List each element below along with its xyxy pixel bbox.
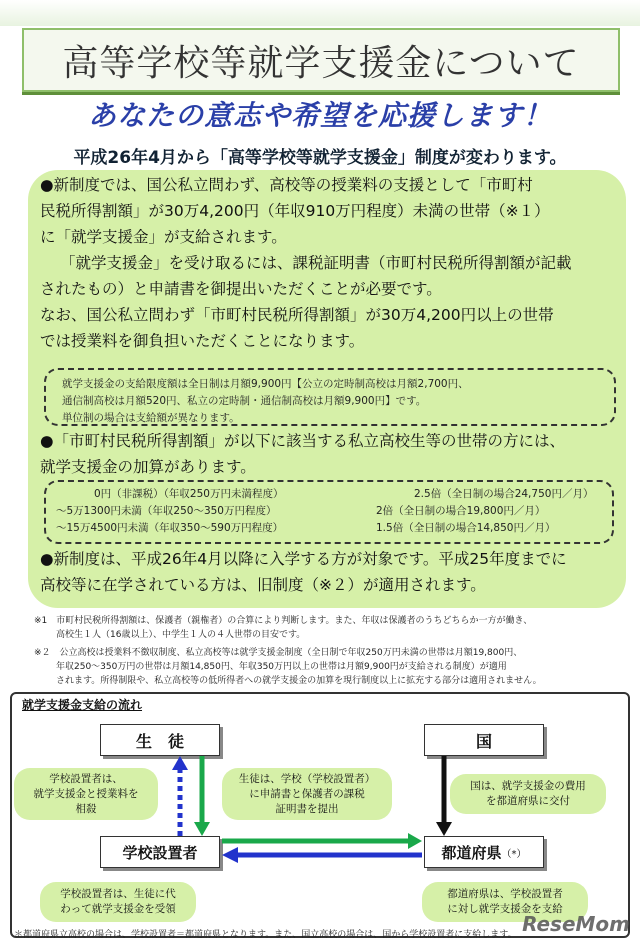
bubble-text: 学校設置者は、 就学支援金と授業料を 相殺: [33, 772, 139, 815]
bubble-student-apply: [222, 768, 392, 820]
arrow-head-down: [436, 822, 452, 836]
arrow-head-up: [172, 756, 188, 770]
bullet-target: [40, 546, 630, 598]
footnotes: [34, 614, 630, 688]
bullet-new-system: [40, 172, 630, 354]
footnote-2-cont: 年収250～350万円の世帯は月額14,850円、年収350万円以上の世帯は月額9,900円が支給される制度）が適用: [56, 662, 507, 672]
change-notice: 平成26年4月から「高等学校等就学支援金」制度が変わります。: [73, 148, 567, 168]
text-line: では授業料を御負担いただくことになります。: [40, 332, 365, 350]
flow-title: 就学支援金支給の流れ: [22, 698, 143, 712]
footnote-1: ※1 市町村民税所得割額は、保護者（親権者）の合算により判断します。また、年収は保護者のうちどちらか一方が働き、: [34, 616, 533, 626]
subtitle: あなたの意志や希望を応援します！: [87, 99, 552, 132]
text-line: 就学支援金の支給限度額は全日制は月額9,900円【公立の定時制高校は月額2,700円、: [62, 378, 469, 390]
bubble-offset-tuition: [14, 768, 158, 820]
addition-range: ～5万1300円未満（年収250～350万円程度）: [56, 505, 277, 517]
node-school-label: 学校設置者: [122, 843, 198, 862]
text-line: 民税所得割額」が30万4,200円（年収910万円程度）未満の世帯（※１）: [40, 202, 550, 220]
bubble-text: 生徒は、学校（学校設置者） に申請書と保護者の課税 証明書を提出: [238, 772, 376, 815]
text-line: 単位制の場合は支給額が異なります。: [62, 412, 240, 424]
text-line: 「就学支援金」を受け取るには、課税証明書（市町村民税所得割額が記載: [60, 254, 572, 272]
bubble-school-receive: [40, 882, 196, 922]
text-line: 高校等に在学されている方は、旧制度（※２）が適用されます。: [40, 576, 486, 594]
addition-row: [56, 520, 612, 537]
addition-row: [56, 486, 612, 503]
page-title: 高等学校等就学支援金について: [62, 42, 580, 84]
footer-note: ＊都道府県立高校の場合は、学校設置者＝都道府県となります。また、国立高校の場合は、国から学校設置者に支給します。: [14, 930, 517, 940]
arrow-head-down: [194, 822, 210, 836]
node-student-label: 生 徒: [135, 731, 184, 751]
addition-table: [44, 480, 614, 544]
addition-rate: 1.5倍（全日制の場合14,850円／月）: [376, 522, 556, 534]
addition-range: 0円（非課税）（年収250万円未満程度）: [94, 488, 284, 500]
text-line: に「就学支援金」が支給されます。: [40, 228, 287, 246]
bullet-addition: [40, 428, 630, 480]
node-prefecture-label: 都道府県: [441, 843, 502, 862]
limit-amount-box: [44, 368, 616, 426]
text-line: ●新制度は、平成26年4月以降に入学する方が対象です。平成25年度までに: [40, 550, 567, 568]
addition-row: [56, 503, 612, 520]
node-country-label: 国: [475, 731, 492, 751]
watermark-logo: ReseMom: [522, 912, 630, 936]
footnote-2-cont: されます。所得制限や、私立高校等の低所得者への就学支援金の加算を現行制度以上に拡充する部分は適用されません。: [56, 676, 542, 686]
arrow-head-right: [408, 833, 422, 849]
bubble-text: 国は、就学支援金の費用 を都道府県に交付: [470, 780, 586, 807]
footnote-1-cont: 高校生１人（16歳以上）、中学生１人の４人世帯の目安です。: [56, 630, 306, 640]
text-line: ●新制度では、国公私立問わず、高校等の授業料の支援として「市町村: [40, 176, 533, 194]
text-line: 通信制高校は月額520円、私立の定時制・通信制高校は月額9,900円】です。: [62, 395, 427, 407]
bubble-text: 学校設置者は、生徒に代 わって就学支援金を受領: [60, 888, 176, 915]
addition-rate: 2.5倍（全日制の場合24,750円／月）: [414, 488, 594, 500]
bubble-country-grant: [450, 774, 606, 814]
top-gradient-bar: [0, 0, 640, 26]
text-line: されたもの）と申請書を御提出いただくことが必要です。: [40, 280, 442, 298]
footnote-2: ※２ 公立高校は授業料不徴収制度、私立高校等は就学支援金制度（全日制で年収250万円未満の世帯は月額19,800円、: [34, 648, 523, 658]
addition-rate: 2倍（全日制の場合19,800円／月）: [376, 505, 546, 517]
addition-range: ～15万4500円未満（年収350～590万円程度）: [56, 522, 284, 534]
text-line: ●「市町村民税所得割額」が以下に該当する私立高校生等の世帯の方には、: [40, 432, 566, 450]
text-line: なお、国公私立問わず「市町村民税所得割額」が30万4,200円以上の世帯: [40, 306, 554, 324]
node-prefecture-mark: （*）: [501, 848, 527, 860]
text-line: 就学支援金の加算があります。: [40, 458, 256, 476]
arrow-head-left: [222, 847, 238, 863]
bubble-text: 都道府県は、学校設置者 に対し就学支援金を支給: [447, 888, 563, 915]
title-banner: [22, 28, 620, 92]
